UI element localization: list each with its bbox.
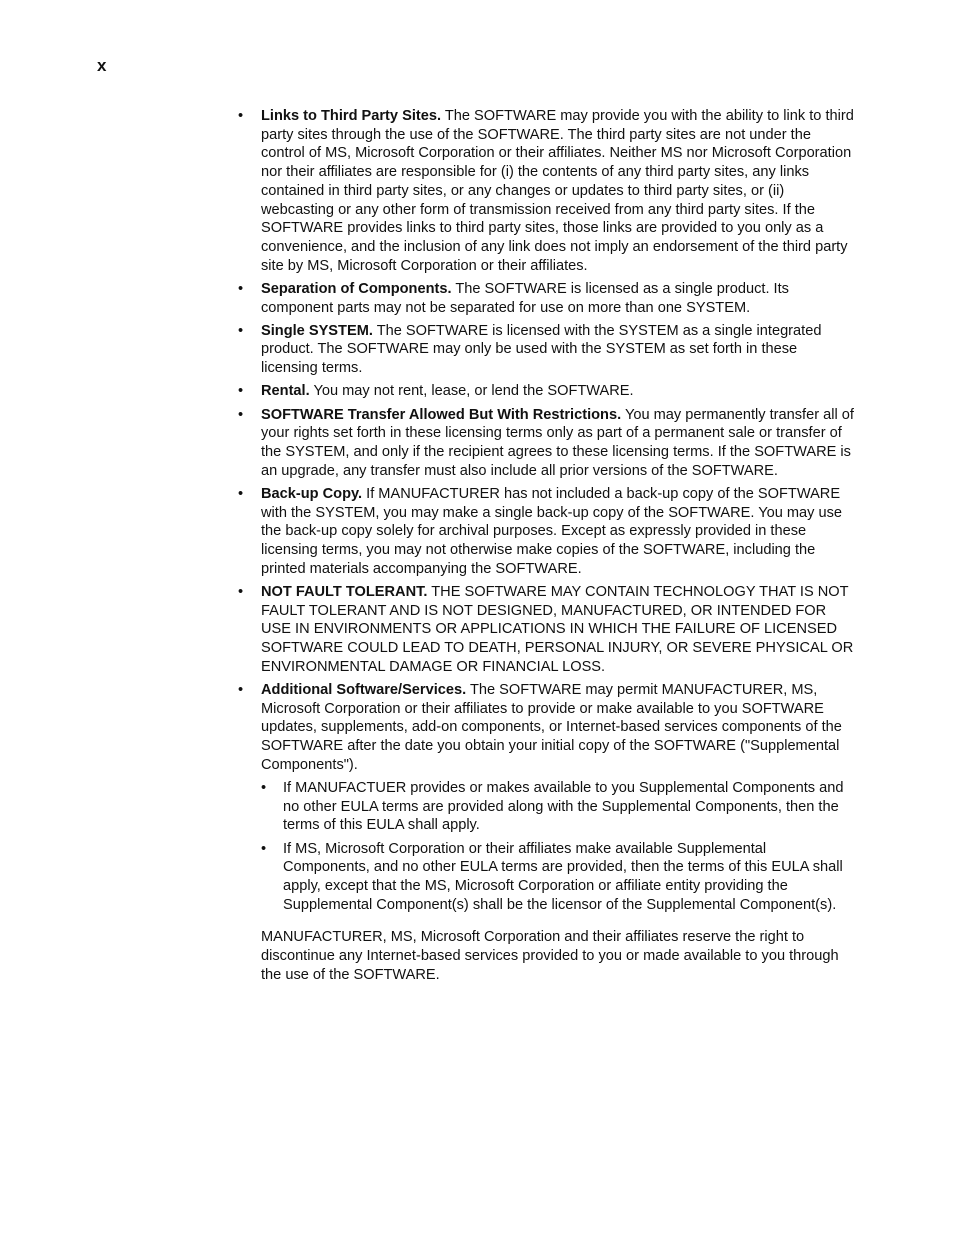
- term-title: Additional Software/Services.: [261, 681, 467, 698]
- term-single-system: [237, 322, 857, 378]
- term-title: Links to Third Party Sites.: [261, 108, 442, 124]
- term-body: The SOFTWARE may provide you with the ability to link to third party sites through the use of the SOFTWARE. The third party sites are not under the control of MS, Microsoft Corporation or their affiliates. Neither MS nor Microsoft Corporation nor their affiliates are responsible for (i) the contents of any third party sites, any links contained in third party sites, or any changes or updates to third party sites, or (ii) webcasting or any other form of transmission received from any third party sites. If the SOFTWARE provides links to third party sites, those links are provided to you only as a convenience, and the inclusion of any link does not imply an endorsement of the third party site by MS, Microsoft Corporation or their affiliates.: [261, 108, 854, 274]
- term-title: SOFTWARE Transfer Allowed But With Restrictions.: [261, 406, 622, 423]
- term-title: NOT FAULT TOLERANT.: [261, 583, 428, 600]
- term-backup-copy: [237, 485, 857, 579]
- term-separation-of-components: [237, 280, 857, 317]
- page-number: x: [97, 56, 107, 75]
- term-rental: [237, 382, 857, 401]
- term-body: The SOFTWARE is licensed as a single product. Its component parts may not be separated for use on more than one SYSTEM.: [261, 280, 789, 316]
- term-title: Rental.: [261, 383, 310, 400]
- term-title: Back-up Copy.: [261, 485, 363, 502]
- sub-term-item: • If MS, Microsoft Corporation or their affiliates make available Supplemental Components, and no other EULA terms are provided, then the terms of this EULA shall apply, except that the MS, Microsoft Corporation or affiliate entity providing the Supplemental Component(s) shall be the licensor of the Supplemental Component(s).: [261, 840, 857, 915]
- term-body: If MANUFACTURER has not included a back-up copy of the SOFTWARE with the SYSTEM, you may make a single back-up copy of the SOFTWARE. You may use the back-up copy solely for archival purposes. Except as expressly provided in these licensing terms, you may not otherwise make copies of the SOFTWARE, including the printed materials accompanying the SOFTWARE.: [261, 485, 843, 577]
- term-links-third-party-sites: [237, 107, 857, 275]
- supplemental-components-list: [261, 779, 857, 914]
- license-terms-section: [237, 107, 857, 984]
- license-terms-list: [237, 107, 857, 914]
- term-body: The SOFTWARE is licensed with the SYSTEM as a single integrated product. The SOFTWARE may only be used with the SYSTEM as set forth in these licensing terms.: [261, 322, 822, 377]
- term-software-transfer: [237, 406, 857, 481]
- sub-term-item: • If MANUFACTUER provides or makes available to you Supplemental Components and no other EULA terms are provided along with the Supplemental Components, then the terms of this EULA shall apply.: [261, 779, 857, 835]
- term-not-fault-tolerant: [237, 583, 857, 677]
- term-body: You may permanently transfer all of your rights set forth in these licensing terms only as part of a permanent sale or transfer of the SYSTEM, and only if the recipient agrees to these licensing terms. If the SOFTWARE is an upgrade, any transfer must also include all prior versions of the SOFTWARE.: [261, 406, 854, 479]
- term-title: Single SYSTEM.: [261, 322, 373, 339]
- term-additional-software-services: [237, 681, 857, 914]
- closing-paragraph: MANUFACTURER, MS, Microsoft Corporation and their affiliates reserve the right to discontinue any Internet-based services provided to you or made available to you through the use of the SOFTWARE.: [261, 929, 839, 983]
- term-title: Separation of Components.: [261, 280, 452, 297]
- term-body: You may not rent, lease, or lend the SOFTWARE.: [309, 383, 634, 400]
- term-body: THE SOFTWARE MAY CONTAIN TECHNOLOGY THAT IS NOT FAULT TOLERANT AND IS NOT DESIGNED, MANUFACTURED, OR INTENDED FOR USE IN ENVIRONMENTS OR APPLICATIONS IN WHICH THE FAILURE OF LICENSED SOFTWARE COULD LEAD TO DEATH, PERSONAL INJURY, OR SEVERE PHYSICAL OR ENVIRONMENTAL DAMAGE OR FINANCIAL LOSS.: [261, 583, 854, 675]
- term-body: The SOFTWARE may permit MANUFACTURER, MS, Microsoft Corporation or their affiliates to provide or make available to you SOFTWARE updates, supplements, add-on components, or Internet-based services components of the SOFTWARE after the date you obtain your initial copy of the SOFTWARE ("Supplemental Components").: [261, 681, 842, 773]
